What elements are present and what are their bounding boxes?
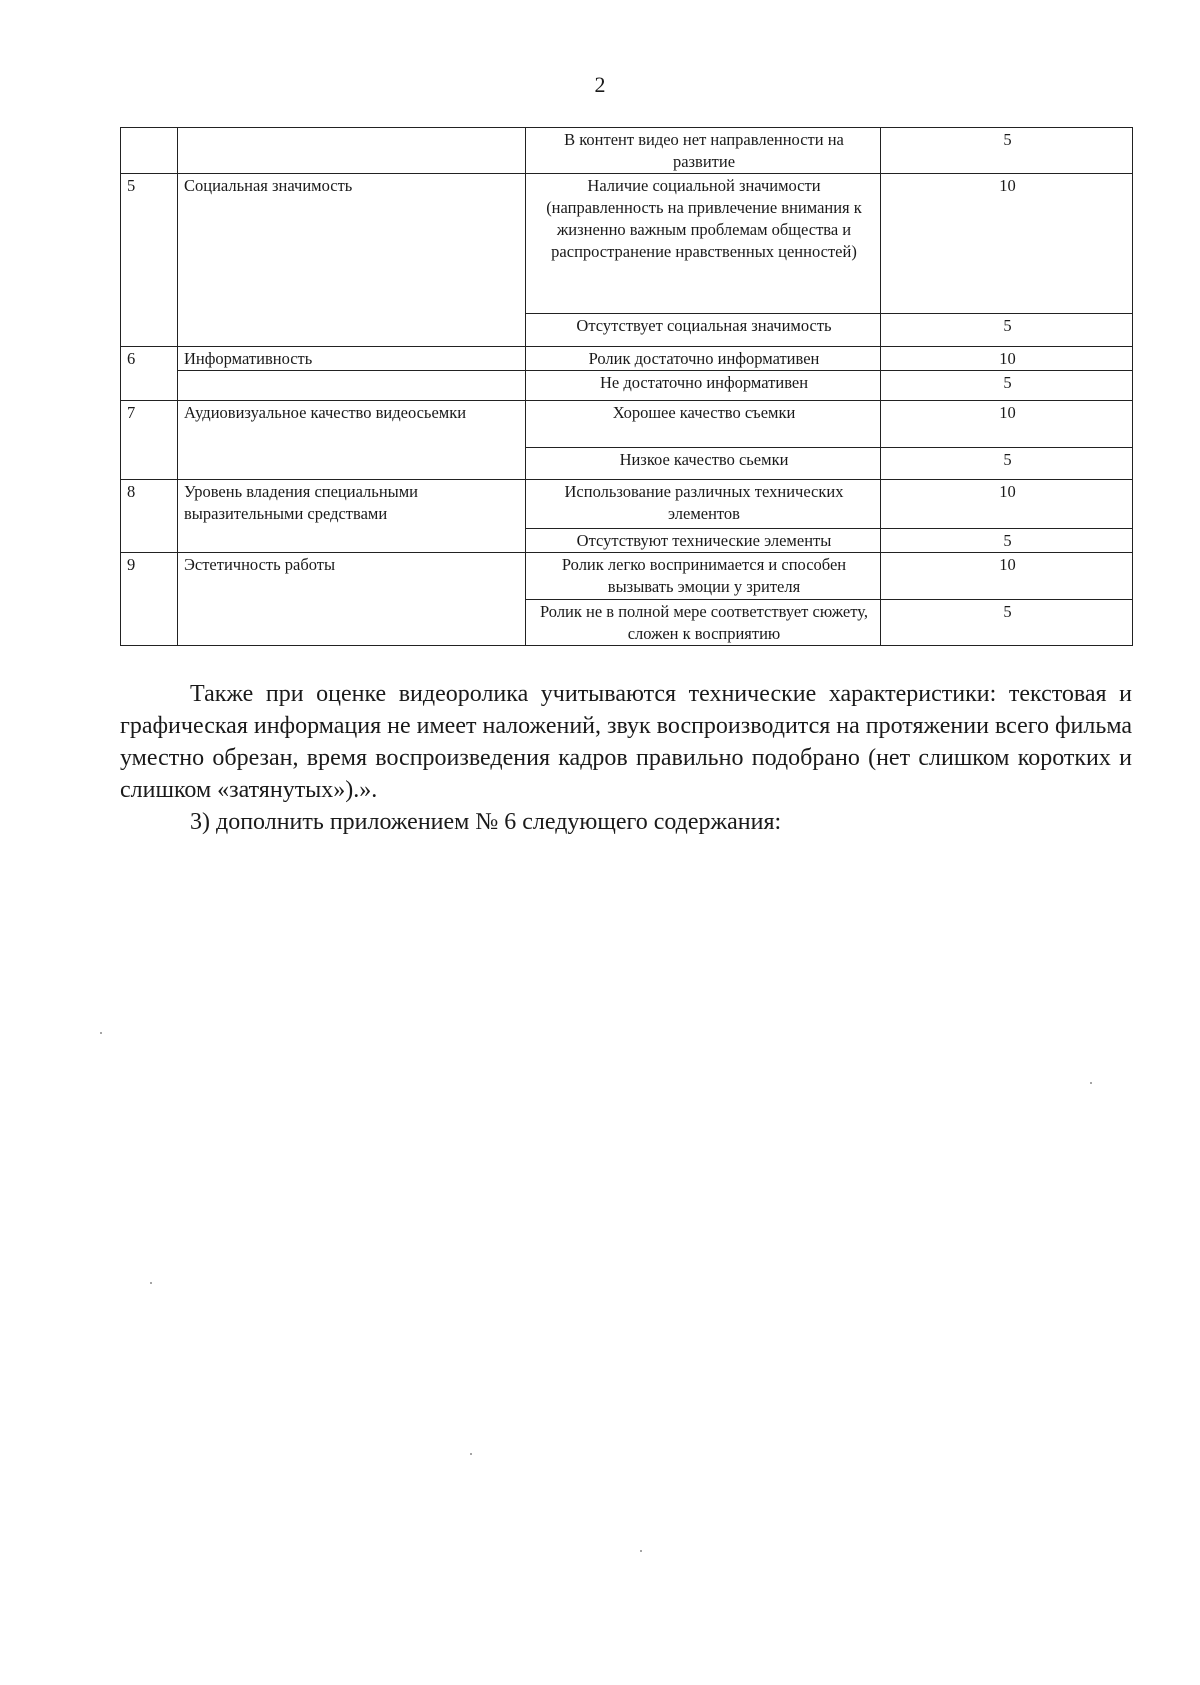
criteria-table (120, 127, 1133, 646)
row-number: 7 (121, 401, 178, 480)
table-row (121, 553, 1133, 600)
criterion-name: Эстетичность работы (178, 553, 526, 646)
table-row (121, 401, 1133, 448)
criterion-empty-cell (178, 371, 526, 401)
page-number: 2 (594, 72, 606, 97)
option-score: 5 (881, 371, 1133, 401)
option-score: 5 (881, 128, 1133, 174)
paragraph-technical-characteristics: Также при оценке видеоролика учитываются технические характеристики: текстовая и графическая информация не имеет наложений, звук воспроизводится на протяжении всего фильма уместно обрезан, время воспроизведения кадров правильно подобрано (нет слишком коротких и слишком «затянутых»).». (120, 681, 1132, 803)
criterion-name: Информативность (178, 347, 526, 371)
criterion-name: Социальная значимость (178, 174, 526, 347)
option-score: 10 (881, 347, 1133, 371)
table-row (121, 371, 1133, 401)
option-description: Не достаточно информативен (526, 371, 881, 401)
criterion-name: Уровень владения специальными выразительными средствами (178, 480, 526, 553)
option-description: В контент видео нет направленности на развитие (526, 128, 881, 174)
option-description: Использование различных технических элементов (526, 480, 881, 529)
table-row (121, 174, 1133, 314)
option-description: Хорошее качество съемки (526, 401, 881, 448)
option-description: Ролик достаточно информативен (526, 347, 881, 371)
option-description: Наличие социальной значимости (направленность на привлечение внимания к жизненно важным проблемам общества и распространение нравственных ценностей) (526, 174, 881, 314)
scan-speck (470, 1453, 472, 1455)
row-number: 8 (121, 480, 178, 553)
option-score: 10 (881, 174, 1133, 314)
table-row (121, 128, 1133, 174)
scan-speck (100, 1032, 102, 1034)
option-description: Ролик не в полной мере соответствует сюжету, сложен к восприятию (526, 600, 881, 646)
row-number: 5 (121, 174, 178, 347)
criterion-name: Аудиовизуальное качество видеосьемки (178, 401, 526, 480)
scan-speck (1090, 1082, 1092, 1084)
body-text (120, 678, 1132, 838)
option-score: 10 (881, 553, 1133, 600)
option-score: 10 (881, 480, 1133, 529)
row-number (121, 128, 178, 174)
table-row (121, 480, 1133, 529)
option-score: 5 (881, 600, 1133, 646)
option-description: Отсутствует социальная значимость (526, 314, 881, 347)
option-score: 10 (881, 401, 1133, 448)
option-score: 5 (881, 448, 1133, 480)
option-description: Ролик легко воспринимается и способен вызывать эмоции у зрителя (526, 553, 881, 600)
scan-speck (150, 1282, 152, 1284)
row-number: 6 (121, 347, 178, 401)
option-score: 5 (881, 314, 1133, 347)
table-row (121, 347, 1133, 371)
row-number: 9 (121, 553, 178, 646)
option-description: Отсутствуют технические элементы (526, 529, 881, 553)
option-description: Низкое качество сьемки (526, 448, 881, 480)
scan-speck (640, 1550, 642, 1552)
option-score: 5 (881, 529, 1133, 553)
criterion-name (178, 128, 526, 174)
paragraph-amendment-item-3: 3) дополнить приложением № 6 следующего содержания: (190, 809, 782, 835)
